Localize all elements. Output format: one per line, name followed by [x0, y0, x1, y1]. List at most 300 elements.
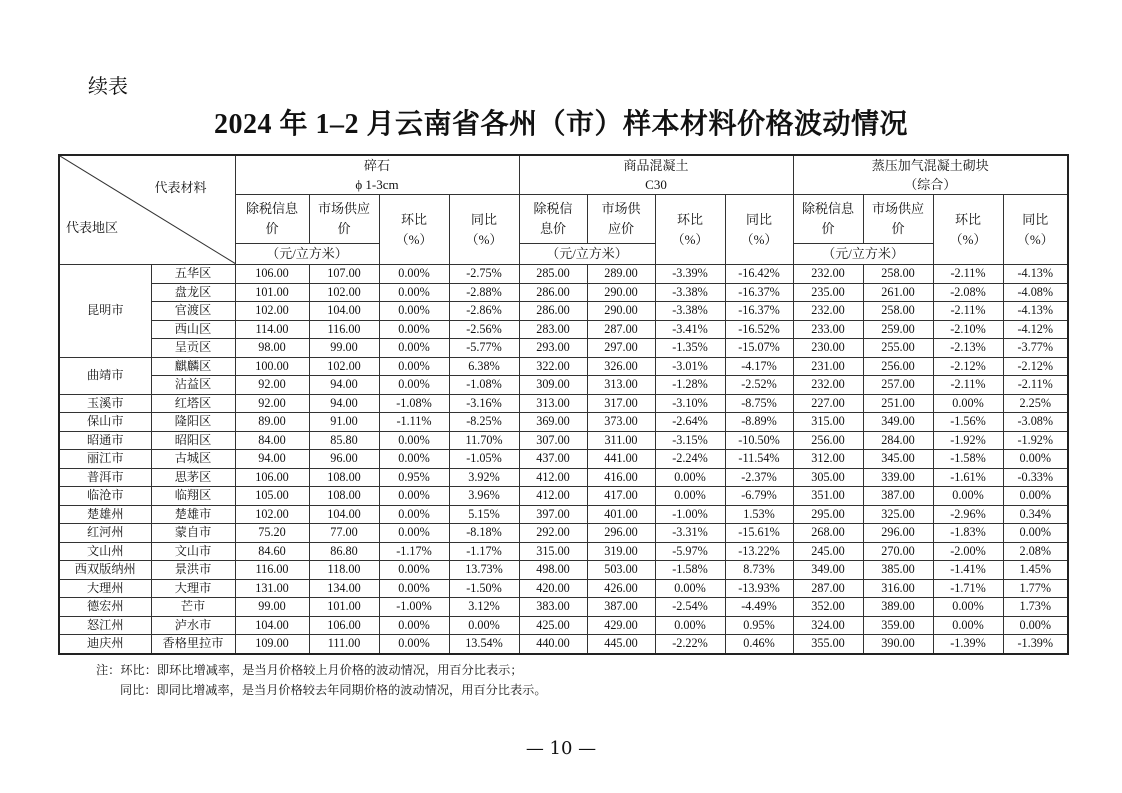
value-cell: 286.00 — [519, 283, 587, 302]
value-cell: 397.00 — [519, 505, 587, 524]
value-cell: 0.00% — [1003, 487, 1068, 506]
city-cell: 德宏州 — [59, 598, 151, 617]
value-cell: 94.00 — [309, 376, 379, 395]
value-cell: 311.00 — [587, 431, 655, 450]
value-cell: 0.00% — [379, 265, 449, 284]
value-cell: -2.52% — [725, 376, 793, 395]
district-cell: 五华区 — [151, 265, 235, 284]
value-cell: 0.00% — [379, 616, 449, 635]
value-cell: -2.11% — [1003, 376, 1068, 395]
value-cell: 389.00 — [863, 598, 933, 617]
value-cell: 89.00 — [235, 413, 309, 432]
value-cell: 292.00 — [519, 524, 587, 543]
value-cell: 429.00 — [587, 616, 655, 635]
district-cell: 香格里拉市 — [151, 635, 235, 654]
value-cell: 105.00 — [235, 487, 309, 506]
table-row — [59, 524, 1068, 543]
value-cell: 258.00 — [863, 265, 933, 284]
value-cell: 0.00% — [379, 339, 449, 358]
value-cell: 339.00 — [863, 468, 933, 487]
value-cell: 116.00 — [235, 561, 309, 580]
value-cell: 355.00 — [793, 635, 863, 654]
value-cell: -16.52% — [725, 320, 793, 339]
value-cell: 245.00 — [793, 542, 863, 561]
value-cell: -1.17% — [449, 542, 519, 561]
value-cell: 256.00 — [863, 357, 933, 376]
value-cell: 258.00 — [863, 302, 933, 321]
value-cell: 233.00 — [793, 320, 863, 339]
value-cell: -3.77% — [1003, 339, 1068, 358]
value-cell: 1.73% — [1003, 598, 1068, 617]
corner-header-cell — [59, 155, 235, 265]
value-cell: 86.80 — [309, 542, 379, 561]
city-cell: 怒江州 — [59, 616, 151, 635]
table-row — [59, 450, 1068, 469]
value-cell: -4.12% — [1003, 320, 1068, 339]
col-mom-change-header: 环比（%） — [379, 195, 449, 265]
value-cell: -5.77% — [449, 339, 519, 358]
col-yoy-change-header: 同比（%） — [725, 195, 793, 265]
corner-region-label: 代表地区 — [66, 220, 119, 235]
value-cell: 0.00% — [379, 450, 449, 469]
value-cell: 0.00% — [933, 616, 1003, 635]
value-cell: 0.00% — [379, 505, 449, 524]
value-cell: 102.00 — [235, 505, 309, 524]
value-cell: -2.12% — [1003, 357, 1068, 376]
value-cell: 231.00 — [793, 357, 863, 376]
value-cell: 96.00 — [309, 450, 379, 469]
value-cell: 345.00 — [863, 450, 933, 469]
table-row — [59, 505, 1068, 524]
value-cell: 251.00 — [863, 394, 933, 413]
district-cell: 思茅区 — [151, 468, 235, 487]
group-spec: （综合） — [904, 177, 957, 192]
col-mom-change-header: 环比（%） — [933, 195, 1003, 265]
value-cell: 0.00% — [933, 487, 1003, 506]
value-cell: 1.53% — [725, 505, 793, 524]
value-cell: 107.00 — [309, 265, 379, 284]
district-cell: 蒙自市 — [151, 524, 235, 543]
value-cell: -2.56% — [449, 320, 519, 339]
value-cell: -4.08% — [1003, 283, 1068, 302]
value-cell: 295.00 — [793, 505, 863, 524]
footnotes — [96, 660, 547, 700]
value-cell: -1.00% — [379, 598, 449, 617]
value-cell: -1.58% — [655, 561, 725, 580]
value-cell: 498.00 — [519, 561, 587, 580]
value-cell: 8.73% — [725, 561, 793, 580]
value-cell: 85.80 — [309, 431, 379, 450]
value-cell: 315.00 — [519, 542, 587, 561]
value-cell: 287.00 — [793, 579, 863, 598]
value-cell: -1.56% — [933, 413, 1003, 432]
district-cell: 呈贡区 — [151, 339, 235, 358]
value-cell: 101.00 — [235, 283, 309, 302]
value-cell: 106.00 — [235, 468, 309, 487]
value-cell: 3.12% — [449, 598, 519, 617]
city-cell: 昭通市 — [59, 431, 151, 450]
value-cell: 2.25% — [1003, 394, 1068, 413]
value-cell: 232.00 — [793, 376, 863, 395]
value-cell: 387.00 — [587, 598, 655, 617]
value-cell: -1.92% — [933, 431, 1003, 450]
value-cell: 232.00 — [793, 302, 863, 321]
value-cell: -2.37% — [725, 468, 793, 487]
district-cell: 官渡区 — [151, 302, 235, 321]
value-cell: 1.77% — [1003, 579, 1068, 598]
value-cell: 315.00 — [793, 413, 863, 432]
value-cell: 0.00% — [655, 616, 725, 635]
value-cell: 401.00 — [587, 505, 655, 524]
value-cell: 99.00 — [309, 339, 379, 358]
value-cell: -2.11% — [933, 302, 1003, 321]
value-cell: 116.00 — [309, 320, 379, 339]
value-cell: -3.38% — [655, 283, 725, 302]
city-cell: 昆明市 — [59, 265, 151, 358]
value-cell: 0.95% — [725, 616, 793, 635]
district-cell: 临翔区 — [151, 487, 235, 506]
value-cell: -3.15% — [655, 431, 725, 450]
value-cell: 0.00% — [379, 579, 449, 598]
value-cell: 425.00 — [519, 616, 587, 635]
value-cell: 268.00 — [793, 524, 863, 543]
value-cell: 98.00 — [235, 339, 309, 358]
value-cell: 108.00 — [309, 468, 379, 487]
city-cell: 玉溪市 — [59, 394, 151, 413]
value-cell: 420.00 — [519, 579, 587, 598]
price-table — [58, 154, 1069, 655]
value-cell: 0.00% — [655, 468, 725, 487]
value-cell: 296.00 — [863, 524, 933, 543]
value-cell: 287.00 — [587, 320, 655, 339]
value-cell: 111.00 — [309, 635, 379, 654]
table-row — [59, 598, 1068, 617]
value-cell: 426.00 — [587, 579, 655, 598]
value-cell: -8.18% — [449, 524, 519, 543]
col-market-price-header: 市场供应价 — [863, 195, 933, 244]
table-row — [59, 468, 1068, 487]
city-cell: 红河州 — [59, 524, 151, 543]
value-cell: 11.70% — [449, 431, 519, 450]
table-row — [59, 320, 1068, 339]
value-cell: 373.00 — [587, 413, 655, 432]
group-header-aac-block — [793, 155, 1068, 195]
table-row — [59, 561, 1068, 580]
city-cell: 曲靖市 — [59, 357, 151, 394]
col-taxfree-price-header: 除税信息价 — [793, 195, 863, 244]
value-cell: -1.35% — [655, 339, 725, 358]
unit-label: （元/立方米） — [519, 244, 655, 265]
value-cell: -1.05% — [449, 450, 519, 469]
value-cell: 0.00% — [655, 579, 725, 598]
value-cell: 131.00 — [235, 579, 309, 598]
value-cell: 313.00 — [519, 394, 587, 413]
value-cell: -8.25% — [449, 413, 519, 432]
value-cell: -1.28% — [655, 376, 725, 395]
value-cell: -4.17% — [725, 357, 793, 376]
value-cell: 106.00 — [235, 265, 309, 284]
value-cell: 312.00 — [793, 450, 863, 469]
value-cell: 255.00 — [863, 339, 933, 358]
value-cell: -1.39% — [933, 635, 1003, 654]
value-cell: -1.17% — [379, 542, 449, 561]
value-cell: -1.50% — [449, 579, 519, 598]
table-row — [59, 283, 1068, 302]
value-cell: -13.93% — [725, 579, 793, 598]
table-row — [59, 376, 1068, 395]
city-cell: 大理州 — [59, 579, 151, 598]
col-market-price-header: 市场供应价 — [309, 195, 379, 244]
value-cell: -3.01% — [655, 357, 725, 376]
value-cell: 0.34% — [1003, 505, 1068, 524]
value-cell: 114.00 — [235, 320, 309, 339]
value-cell: -4.13% — [1003, 265, 1068, 284]
value-cell: 6.38% — [449, 357, 519, 376]
value-cell: -2.88% — [449, 283, 519, 302]
value-cell: 235.00 — [793, 283, 863, 302]
continued-label: 续表 — [88, 74, 128, 98]
district-cell: 盘龙区 — [151, 283, 235, 302]
value-cell: -15.61% — [725, 524, 793, 543]
value-cell: 416.00 — [587, 468, 655, 487]
value-cell: 284.00 — [863, 431, 933, 450]
value-cell: -2.64% — [655, 413, 725, 432]
value-cell: -2.00% — [933, 542, 1003, 561]
value-cell: 417.00 — [587, 487, 655, 506]
value-cell: -3.10% — [655, 394, 725, 413]
value-cell: 270.00 — [863, 542, 933, 561]
table-row — [59, 394, 1068, 413]
value-cell: 102.00 — [235, 302, 309, 321]
value-cell: 94.00 — [235, 450, 309, 469]
value-cell: 0.00% — [379, 561, 449, 580]
value-cell: 118.00 — [309, 561, 379, 580]
value-cell: 309.00 — [519, 376, 587, 395]
district-cell: 昭阳区 — [151, 431, 235, 450]
city-cell: 迪庆州 — [59, 635, 151, 654]
value-cell: -1.58% — [933, 450, 1003, 469]
value-cell: -3.39% — [655, 265, 725, 284]
value-cell: 359.00 — [863, 616, 933, 635]
value-cell: -1.71% — [933, 579, 1003, 598]
col-yoy-change-header: 同比（%） — [1003, 195, 1068, 265]
value-cell: 349.00 — [863, 413, 933, 432]
value-cell: 283.00 — [519, 320, 587, 339]
city-cell: 丽江市 — [59, 450, 151, 469]
value-cell: 2.08% — [1003, 542, 1068, 561]
district-cell: 泸水市 — [151, 616, 235, 635]
value-cell: 101.00 — [309, 598, 379, 617]
value-cell: 100.00 — [235, 357, 309, 376]
district-cell: 大理市 — [151, 579, 235, 598]
value-cell: -1.41% — [933, 561, 1003, 580]
value-cell: -0.33% — [1003, 468, 1068, 487]
city-cell: 楚雄州 — [59, 505, 151, 524]
value-cell: 0.00% — [1003, 450, 1068, 469]
value-cell: -2.12% — [933, 357, 1003, 376]
value-cell: 293.00 — [519, 339, 587, 358]
unit-label: （元/立方米） — [235, 244, 379, 265]
district-cell: 古城区 — [151, 450, 235, 469]
value-cell: 0.00% — [449, 616, 519, 635]
group-spec: C30 — [645, 177, 667, 192]
value-cell: 0.00% — [379, 635, 449, 654]
value-cell: -1.83% — [933, 524, 1003, 543]
page-number: — 10 — — [525, 738, 597, 759]
value-cell: -1.39% — [1003, 635, 1068, 654]
value-cell: -1.11% — [379, 413, 449, 432]
city-cell: 西双版纳州 — [59, 561, 151, 580]
city-cell: 保山市 — [59, 413, 151, 432]
value-cell: 317.00 — [587, 394, 655, 413]
col-taxfree-price-header: 除税信息价 — [519, 195, 587, 244]
district-cell: 西山区 — [151, 320, 235, 339]
city-cell: 临沧市 — [59, 487, 151, 506]
value-cell: 259.00 — [863, 320, 933, 339]
district-cell: 文山市 — [151, 542, 235, 561]
value-cell: 369.00 — [519, 413, 587, 432]
value-cell: 99.00 — [235, 598, 309, 617]
value-cell: -16.37% — [725, 283, 793, 302]
value-cell: -2.54% — [655, 598, 725, 617]
value-cell: 102.00 — [309, 283, 379, 302]
value-cell: -2.11% — [933, 265, 1003, 284]
value-cell: 102.00 — [309, 357, 379, 376]
value-cell: -2.08% — [933, 283, 1003, 302]
value-cell: 230.00 — [793, 339, 863, 358]
value-cell: 412.00 — [519, 487, 587, 506]
table-row — [59, 616, 1068, 635]
value-cell: 325.00 — [863, 505, 933, 524]
value-cell: 297.00 — [587, 339, 655, 358]
value-cell: 441.00 — [587, 450, 655, 469]
page-title: 2024 年 1–2 月云南省各州（市）样本材料价格波动情况 — [213, 109, 908, 140]
value-cell: 0.00% — [379, 302, 449, 321]
value-cell: 5.15% — [449, 505, 519, 524]
value-cell: 322.00 — [519, 357, 587, 376]
value-cell: -1.00% — [655, 505, 725, 524]
value-cell: 256.00 — [793, 431, 863, 450]
value-cell: 3.92% — [449, 468, 519, 487]
value-cell: -2.75% — [449, 265, 519, 284]
value-cell: 437.00 — [519, 450, 587, 469]
group-spec: ϕ 1-3cm — [355, 177, 399, 192]
value-cell: 324.00 — [793, 616, 863, 635]
note-yoy: 同比：即同比增减率，是当月价格较去年同期价格的波动情况，用百分比表示。 — [120, 683, 547, 697]
value-cell: -3.38% — [655, 302, 725, 321]
value-cell: -3.16% — [449, 394, 519, 413]
district-cell: 麒麟区 — [151, 357, 235, 376]
value-cell: 94.00 — [309, 394, 379, 413]
table-row — [59, 339, 1068, 358]
col-taxfree-price-header: 除税信息价 — [235, 195, 309, 244]
value-cell: 319.00 — [587, 542, 655, 561]
value-cell: 13.54% — [449, 635, 519, 654]
value-cell: 0.00% — [379, 283, 449, 302]
value-cell: 290.00 — [587, 302, 655, 321]
value-cell: 84.60 — [235, 542, 309, 561]
value-cell: 351.00 — [793, 487, 863, 506]
value-cell: 134.00 — [309, 579, 379, 598]
value-cell: 387.00 — [863, 487, 933, 506]
value-cell: 0.00% — [379, 487, 449, 506]
value-cell: 227.00 — [793, 394, 863, 413]
value-cell: -8.75% — [725, 394, 793, 413]
unit-label: （元/立方米） — [793, 244, 933, 265]
value-cell: 440.00 — [519, 635, 587, 654]
value-cell: 285.00 — [519, 265, 587, 284]
table-row — [59, 542, 1068, 561]
group-name: 碎石 — [363, 158, 390, 173]
value-cell: 232.00 — [793, 265, 863, 284]
value-cell: 0.46% — [725, 635, 793, 654]
group-header-concrete — [519, 155, 793, 195]
value-cell: -13.22% — [725, 542, 793, 561]
value-cell: 290.00 — [587, 283, 655, 302]
value-cell: -1.08% — [449, 376, 519, 395]
value-cell: 286.00 — [519, 302, 587, 321]
value-cell: -1.61% — [933, 468, 1003, 487]
value-cell: -16.42% — [725, 265, 793, 284]
corner-material-label: 代表材料 — [154, 180, 207, 195]
value-cell: 0.95% — [379, 468, 449, 487]
value-cell: -1.92% — [1003, 431, 1068, 450]
value-cell: 503.00 — [587, 561, 655, 580]
value-cell: 0.00% — [933, 598, 1003, 617]
col-mom-change-header: 环比（%） — [655, 195, 725, 265]
value-cell: 257.00 — [863, 376, 933, 395]
value-cell: 326.00 — [587, 357, 655, 376]
value-cell: -3.08% — [1003, 413, 1068, 432]
value-cell: 91.00 — [309, 413, 379, 432]
district-cell: 红塔区 — [151, 394, 235, 413]
city-cell: 文山州 — [59, 542, 151, 561]
value-cell: 108.00 — [309, 487, 379, 506]
value-cell: 13.73% — [449, 561, 519, 580]
value-cell: -11.54% — [725, 450, 793, 469]
group-name: 蒸压加气混凝土砌块 — [871, 158, 989, 173]
value-cell: 0.00% — [379, 431, 449, 450]
value-cell: 352.00 — [793, 598, 863, 617]
value-cell: 390.00 — [863, 635, 933, 654]
value-cell: -16.37% — [725, 302, 793, 321]
value-cell: -4.13% — [1003, 302, 1068, 321]
value-cell: 92.00 — [235, 376, 309, 395]
district-cell: 隆阳区 — [151, 413, 235, 432]
table-row — [59, 579, 1068, 598]
table-row — [59, 635, 1068, 654]
value-cell: -3.31% — [655, 524, 725, 543]
note-mom: 注：环比：即环比增减率，是当月价格较上月价格的波动情况，用百分比表示； — [96, 663, 523, 677]
table-row — [59, 302, 1068, 321]
value-cell: 412.00 — [519, 468, 587, 487]
value-cell: 296.00 — [587, 524, 655, 543]
value-cell: -2.10% — [933, 320, 1003, 339]
value-cell: 0.00% — [933, 394, 1003, 413]
value-cell: 305.00 — [793, 468, 863, 487]
table-row — [59, 487, 1068, 506]
value-cell: 316.00 — [863, 579, 933, 598]
group-header-crushed-stone — [235, 155, 519, 195]
value-cell: 0.00% — [1003, 524, 1068, 543]
value-cell: 0.00% — [655, 487, 725, 506]
district-cell: 景洪市 — [151, 561, 235, 580]
value-cell: 0.00% — [379, 524, 449, 543]
district-cell: 沾益区 — [151, 376, 235, 395]
value-cell: 383.00 — [519, 598, 587, 617]
col-market-price-header: 市场供应价 — [587, 195, 655, 244]
value-cell: 3.96% — [449, 487, 519, 506]
